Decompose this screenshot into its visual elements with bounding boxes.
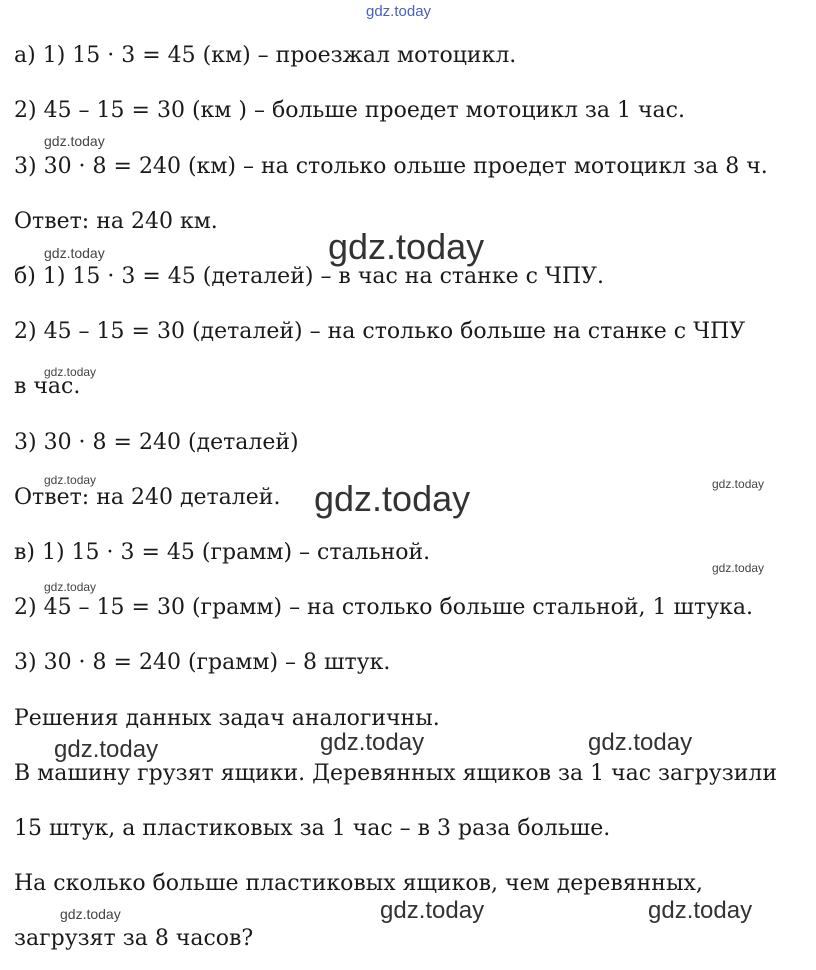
watermark-medium: gdz.today [320, 729, 425, 756]
solution-b-step1: б) 1) 15 · 3 = 45 (деталей) – в час на станке с ЧПУ. [14, 264, 604, 289]
watermark-medium: gdz.today [588, 729, 693, 756]
watermark-tiny: gdz.today [712, 561, 765, 575]
watermark-small: gdz.today [44, 245, 105, 261]
watermark-small: gdz.today [60, 906, 121, 922]
solution-c-step3: 3) 30 · 8 = 240 (грамм) – 8 штук. [14, 650, 391, 675]
watermark-tiny: gdz.today [44, 473, 97, 487]
solution-a-step1: а) 1) 15 · 3 = 45 (км) – проезжал мотоцикл. [14, 43, 517, 68]
task-line2: 15 штук, а пластиковых за 1 час – в 3 раза больше. [14, 816, 611, 841]
solution-a-step2: 2) 45 – 15 = 30 (км ) – больше проедет мотоцикл за 1 час. [14, 98, 685, 123]
watermark-large: gdz.today [328, 226, 485, 267]
solution-a-answer: Ответ: на 240 км. [14, 209, 218, 234]
watermark-tiny: gdz.today [44, 365, 97, 379]
task-line3: На сколько больше пластиковых ящиков, чем деревянных, [14, 871, 703, 896]
solution-note: Решения данных задач аналогичны. [14, 706, 440, 731]
watermark-medium: gdz.today [54, 736, 159, 763]
task-line4: загрузят за 8 часов? [14, 926, 254, 951]
solution-c-step1: в) 1) 15 · 3 = 45 (грамм) – стальной. [14, 540, 431, 565]
watermark-top: gdz.today [366, 3, 432, 20]
solution-b-step3: 3) 30 · 8 = 240 (деталей) [14, 430, 299, 455]
solution-b-answer: Ответ: на 240 деталей. [14, 485, 281, 510]
solution-b-step2-line1: 2) 45 – 15 = 30 (деталей) – на столько больше на станке с ЧПУ [14, 319, 746, 344]
solution-b-step2-line2: в час. [14, 374, 81, 399]
solution-a-step3: 3) 30 · 8 = 240 (км) – на столько ольше проедет мотоцикл за 8 ч. [14, 154, 768, 179]
watermark-tiny: gdz.today [44, 580, 97, 594]
task-line1: В машину грузят ящики. Деревянных ящиков за 1 час загрузили [14, 761, 778, 786]
watermark-tiny: gdz.today [712, 477, 765, 491]
watermark-medium: gdz.today [380, 897, 485, 924]
watermark-small: gdz.today [44, 133, 105, 149]
watermark-large: gdz.today [314, 478, 471, 519]
solution-c-step2: 2) 45 – 15 = 30 (грамм) – на столько больше стальной, 1 штука. [14, 595, 753, 620]
watermark-medium: gdz.today [648, 897, 753, 924]
